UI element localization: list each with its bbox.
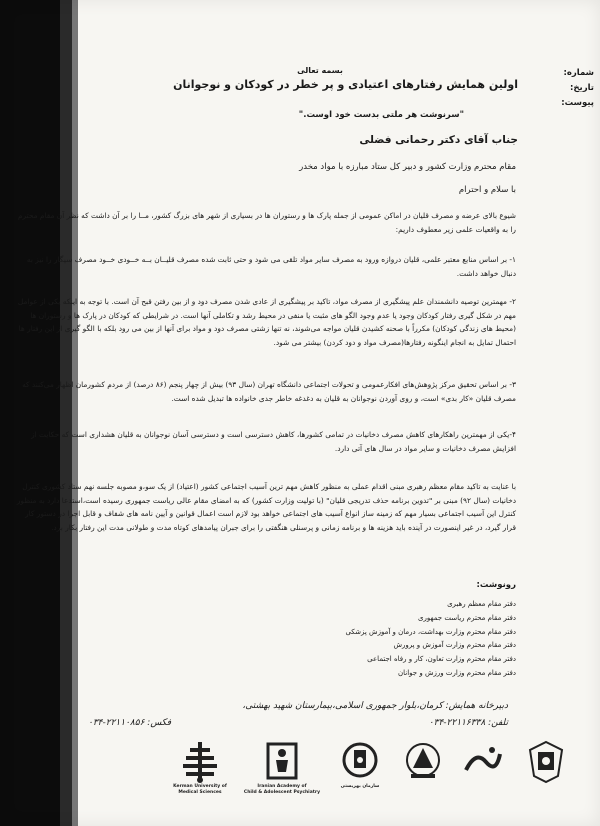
footer-contact: [88, 698, 508, 732]
scan-grey-band: [72, 0, 78, 826]
academy-caption-1: Iranian Academy of: [257, 784, 307, 789]
point-4: ۴-یکی از مهمترین راهکارهای کاهش مصرف دخانیات در تمامی کشورها، کاهش دسترسی است و دسترسی آسان نوجوانان به قلیان هشداری است که حکایت از افزایش مصرف دخانیات و سایر مواد در سال های آتی دارد.: [31, 430, 516, 453]
cc-item: دفتر مقام معظم رهبری: [447, 600, 516, 608]
footer-address: دبیرخانه همایش: کرمان،بلوار جمهوری اسلامی،بیمارستان شهید بهشتی،: [242, 701, 508, 711]
kerman-emblem-icon: [180, 740, 220, 784]
point-2: ۲- مهمترین توصیه دانشمندان علم پیشگیری از مصرف مواد، تاکید بر پیشگیری از عادی شدن مصرف دود و از بین رفتن قبح آن است. با توجه به اینکه یکی از عوامل مهم در شکل گیری رفتار کودکان وجود یا عدم وجود الگو های مثبت یا منفی در محیط رشد و تکاملی آنها است. در شرایطی که کودکان در پارک ها و رستوران ها (محیط های زندگی کودکان) مکرراً با صحنه کشیدن قلیان مواجه می‌شوند، نه تنها زشتی مصرف دود و مواد برای آنها از بین می رود بلکه با الگو گیری از این رفتار ها احتمال تمایل به انجام اینگونه رفتارها(مصرف مواد و دود کردن) بیشتر می شود.: [17, 297, 516, 347]
police-emblem-icon: [526, 740, 566, 784]
conclusion-paragraph: با عنایت به تاکید مقام معظم رهبری مبنی اقدام عملی به منظور کاهش مهم ترین آسیب اجتماعی کشور (اعتیاد) از یک سو،و مصوبه جلسه نهم ستاد کشوری کنترل دخانیات (سال ۹۲) مبنی بر "تدوین برنامه حذف تدریجی قلیان" (با تولیت وزارت کشور) که به امضای مقام عالی ریاست جمهوری رسیده است،استدعا دارد به منظور کنترل این آسیب اجتماعی بسیار مهم که زمینه ساز انواع آسیب های اجتماعی خواهد بود لازم است اعمال قوانین و آیین نامه های شفاف و قابل اجرا در دستور کار قرار گیرد، در غیر اینصورت در آینده باید هزینه ها و برنامه زمانی و پرسنلی هنگفتی را برای جبران پیامدهای کوتاه مدت و طولانی مدت این رفتار بکار برد.: [16, 482, 516, 532]
footer-phone: تلفن: ۲۲۱۱۶۳۳۸-۰۳۴: [428, 718, 508, 728]
cc-item: دفتر مقام محترم وزارت آموزش و پرورش: [393, 641, 516, 650]
kerman-caption-1: Kerman University of: [173, 784, 227, 789]
kerman-caption-2: Medical Sciences: [178, 789, 222, 795]
anti-narcotics-logo: [398, 740, 448, 806]
bismillah: بسمه تعالی: [297, 66, 343, 75]
kerman-university-logo: [160, 740, 240, 806]
sports-logo: [452, 740, 512, 806]
cc-item: دفتر مقام محترم وزارت تعاون، کار و رفاه اجتماعی: [367, 655, 516, 664]
anti-narcotics-icon: [403, 740, 443, 784]
cc-list: [256, 598, 516, 681]
police-emblem-logo: [516, 740, 576, 806]
greeting: با سلام و احترام: [458, 185, 516, 195]
welfare-organization-logo: [325, 740, 395, 806]
academy-figure-icon: [262, 740, 302, 784]
addressee-position: مقام محترم وزارت کشور و دبیر کل ستاد مبارزه با مواد مخدر: [299, 162, 516, 172]
welfare-caption: سازمان بهزیستی: [340, 784, 380, 789]
point-3: ۳- بر اساس تحقیق مرکز پژوهش‌های افکارعمومی و تحولات اجتماعی دانشگاه تهران (سال ۹۳) بیش از چهار پنجم (۸۶ درصد) از مردم کشورمان اظهار می‌کنند که مصرف قلیان «کار بدی» است، و روی آوردن نوجوانان به قلیان به دغدغه خاطر جدی خانواده ها تبدیل شده است.: [22, 380, 516, 403]
cc-item: دفتر مقام محترم ریاست جمهوری: [418, 613, 516, 622]
cc-item: دفتر مقام محترم وزارت ورزش و جوانان: [398, 668, 516, 677]
iranian-academy-logo: [242, 740, 322, 806]
academy-caption-2: Child & Adolescent Psychiatry: [243, 789, 321, 795]
welfare-emblem-icon: [340, 740, 380, 784]
runner-icon: [460, 740, 504, 784]
conference-title: اولین همایش رفتارهای اعتیادی و پر خطر در کودکان و نوجوانان: [173, 78, 518, 91]
addressee: جناب آقای دکتر رحمانی فضلی: [359, 134, 518, 146]
scan-black-band: [0, 0, 60, 826]
meta-number: شماره:: [563, 68, 594, 78]
header-quote: "سرنوشت هر ملتی بدست خود اوست.": [298, 110, 464, 120]
scan-dark-band: [60, 0, 72, 826]
intro-paragraph: شیوع بالای عرضه و مصرف قلیان در اماکن عمومی از جمله پارک ها و رستوران ها در بسیاری از شهر های بزرگ کشور، مــا را بر آن داشت که نظر آن مقام محترم را به واقعیات علمی زیر معطوف داریم:: [17, 211, 516, 234]
sponsor-logos: [160, 740, 590, 810]
cc-item: دفتر مقام محترم وزارت بهداشت، درمان و آموزش پزشکی: [345, 627, 516, 636]
letter-meta: [534, 66, 594, 111]
meta-date: تاریخ:: [570, 83, 594, 93]
cc-title: رونوشت:: [476, 580, 516, 590]
footer-fax: فکس: ۲۲۱۱۰۸۵۶-۰۳۴: [88, 718, 172, 728]
meta-attachment: پیوست:: [561, 98, 594, 108]
point-1: ۱- بر اساس منابع معتبر علمی، قلیان دروازه ورود به مصرف سایر مواد تلقی می شود و حتی ثابت شده مصرف قلیــان بــه خــودی خــود مصرف سیگار را نیز به دنبال خواهد داشت.: [26, 255, 516, 278]
